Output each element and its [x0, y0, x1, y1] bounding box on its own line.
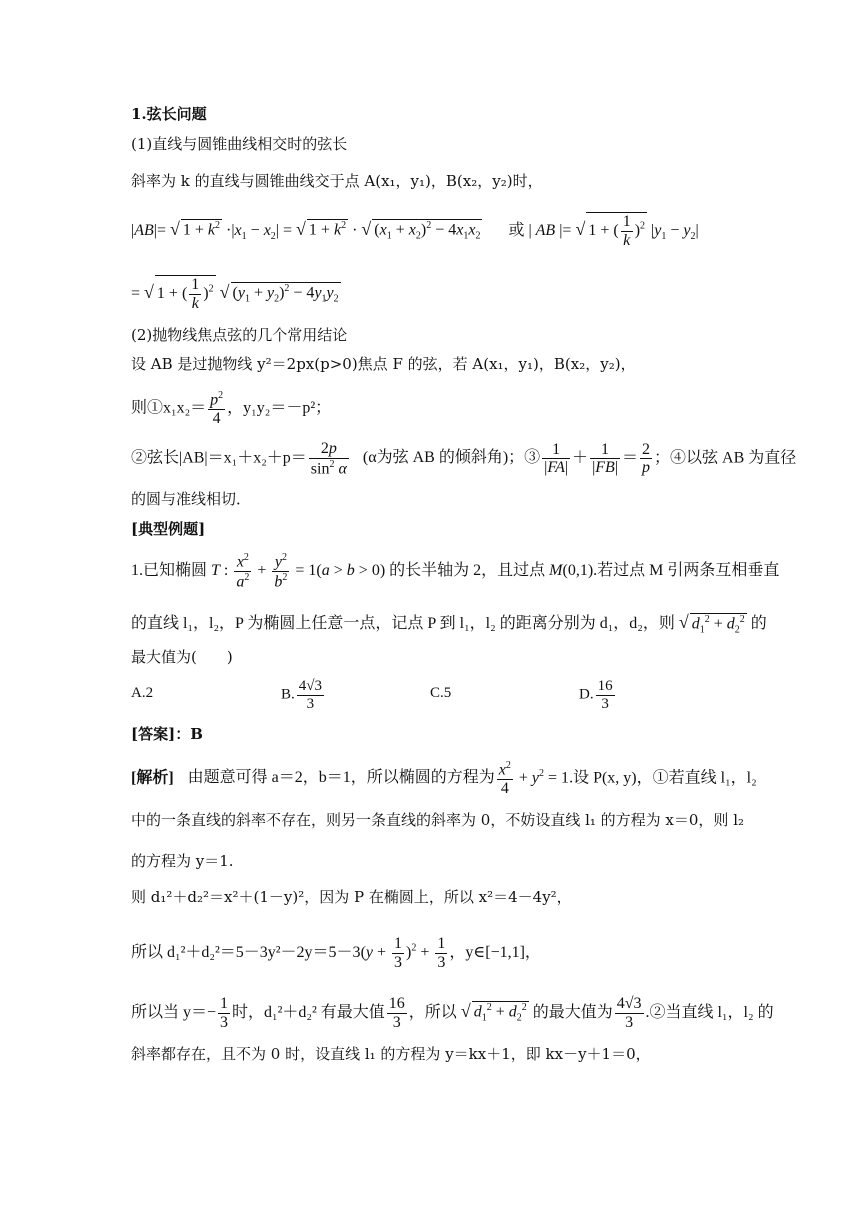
analysis-line6: 所以当 y＝− $\frac{1}{3}$ 时，d₁²＋d₂² 有最大值 $\frac{16}{3}$ ，所以 √ $d_1^2 + d_2^2$ 的最大值为 $\frac{4√3}{3}$ .②当直线 l₁，l₂ 的 — [131, 995, 774, 1031]
tangent-note: 的圆与准线相切． — [131, 490, 252, 508]
example-heading: [典型例题] — [131, 520, 206, 538]
option-c: C.5 — [430, 685, 452, 701]
answer-label: [答案]：B — [131, 725, 203, 743]
analysis-line4: 则 d₁²＋d₂²＝x²＋(1－y)²，因为 P 在椭圆上，所以 x²＝4－4y²， — [131, 888, 572, 906]
question-line3: 最大值为( ) — [131, 648, 233, 666]
or-word: 或 — [508, 221, 525, 239]
section-heading: 1.弦长问题 — [131, 105, 207, 123]
option-b: B. $\frac{4√3}{3}$ — [281, 678, 322, 712]
question-line1: 1.已知椭圆 T : $\frac{x^2}{a^2}$ + $\frac{y^2}{b^2}$ = 1(a > b > 0) 的长半轴为 2，且过点 M(0,1).若过点 M 引两条互相垂直 — [131, 552, 780, 591]
chord-formula-line1: |AB|= √ $1 + k^2 \cdot|x_1 - x_2|$ = √ $1 + k^2$ · √ $(x_1 + x_2)^2 - 4x_1x_2$ 或 | AB |= √ 1 + ( $\frac{1}{k}$ )$^2$ $|y_1 - y_2|$ — [131, 213, 699, 249]
analysis-line1: [解析] 由题意可得 a＝2，b＝1，所以椭圆的方程为 $\frac{x^2}{4}$ + $y^2 = 1$.设 P(x, y)，①若直线 l₁，l₂ — [131, 760, 757, 797]
analysis-line3: 的方程为 y＝1. — [131, 852, 234, 870]
option-d: D. $\frac{16}{3}$ — [579, 678, 613, 712]
subsection-heading-2: (2)抛物线焦点弦的几个常用结论 — [131, 326, 348, 344]
chord-formula-line2: = √ 1 + ( $\frac{1}{k}$ )$^2$ √ $(y_1 + y_2)^2 - 4y_1y_2$ — [131, 276, 339, 312]
focal-chord-formula: ②弦长|AB|＝x₁＋x₂＋p＝ $\frac{2p}{\sin^2 \alpha}$ (α为弦 AB 的倾斜角)；③ $\frac{1}{|FA|}$ ＋ $\frac{1}{|FB|}$ ＝ $\frac{2}{p}$ ；④以弦 AB 为直径 — [131, 440, 797, 477]
analysis-line5: 所以 d₁²＋d₂²＝5－3y²－2y＝5－3(y + $\frac{1}{3}$ )$^2$ + $\frac{1}{3}$ ，y∈[−1,1]， — [131, 935, 541, 971]
analysis-line2: 中的一条直线的斜率不存在，则另一条直线的斜率为 0，不妨设直线 l₁ 的方程为 x＝0，则 l₂ — [131, 811, 745, 829]
parabola-setup: 设 AB 是过抛物线 y²＝2px(p>0)焦点 F 的弦，若 A(x₁，y₁)，B(x₂，y₂)， — [131, 355, 636, 373]
analysis-line7: 斜率都存在，且不为 0 时，设直线 l₁ 的方程为 y＝kx＋1，即 kx－y＋1＝0， — [131, 1045, 651, 1063]
product-formulas: 则①x₁x₂＝ $\frac{p^2}{4}$ ，y₁y₂＝－p²； — [131, 390, 332, 427]
option-a: A.2 — [131, 685, 154, 701]
intro-text: 斜率为 k 的直线与圆锥曲线交于点 A(x₁，y₁)，B(x₂，y₂)时， — [131, 172, 543, 190]
subsection-heading-1: (1)直线与圆锥曲线相交时的弦长 — [131, 135, 348, 153]
question-line2: 的直线 l₁，l₂，P 为椭圆上任意一点，记点 P 到 l₁，l₂ 的距离分别为 d₁，d₂，则 √ $d_1^2 + d_2^2$ 的 — [131, 612, 767, 636]
